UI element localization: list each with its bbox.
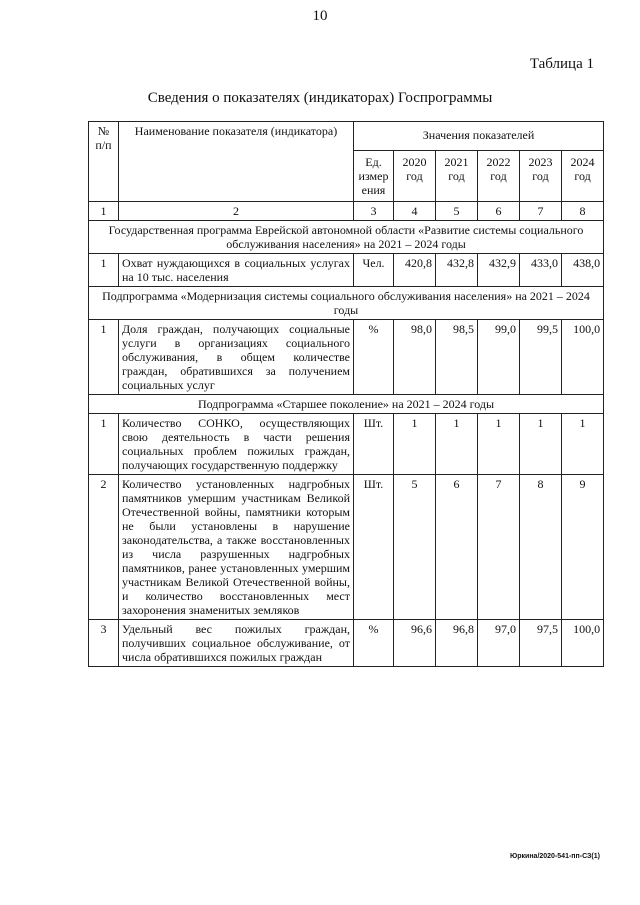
row-value: 432,9 xyxy=(478,254,520,287)
row-value: 1 xyxy=(436,414,478,475)
row-name: Количество установленных надгробных памятников умершим участникам Великой Отечественной войны, памятники которым не были установлены в нарушение законодательства, а также восстановленных из числа разрушенных надгробных памятников, ранее установленных умершим участникам Великой Отечественной войны, и количество восстановленных мест захоронения знаменитых земляков xyxy=(119,475,354,620)
column-number: 1 xyxy=(89,202,119,221)
column-number: 6 xyxy=(478,202,520,221)
row-name: Количество СОНКО, осуществляющих свою деятельность в части решения социальных проблем пожилых граждан, получающих государственную поддержку xyxy=(119,414,354,475)
table-label: Таблица 1 xyxy=(529,56,594,72)
column-number: 4 xyxy=(394,202,436,221)
row-num: 3 xyxy=(89,620,119,667)
row-value: 98,5 xyxy=(436,320,478,395)
header-year: 2023 год xyxy=(520,151,562,202)
row-value: 9 xyxy=(562,475,604,620)
document-footer-code: Юркина/2020-541-пп-СЗ(1) xyxy=(510,853,600,860)
row-value: 8 xyxy=(520,475,562,620)
row-num: 1 xyxy=(89,320,119,395)
row-value: 96,8 xyxy=(436,620,478,667)
section-title: Подпрограмма «Модернизация системы социального обслуживания населения» на 2021 – 2024 годы xyxy=(89,287,604,320)
row-value: 6 xyxy=(436,475,478,620)
table-row xyxy=(89,475,604,620)
row-value: 420,8 xyxy=(394,254,436,287)
table-row xyxy=(89,320,604,395)
section-title: Подпрограмма «Старшее поколение» на 2021 – 2024 годы xyxy=(89,395,604,414)
row-num: 2 xyxy=(89,475,119,620)
row-value: 98,0 xyxy=(394,320,436,395)
row-value: 97,5 xyxy=(520,620,562,667)
row-value: 433,0 xyxy=(520,254,562,287)
document-title: Сведения о показателях (индикаторах) Госпрограммы xyxy=(147,90,493,106)
header-values-group: Значения показателей xyxy=(354,122,604,151)
row-value: 99,0 xyxy=(478,320,520,395)
table-row xyxy=(89,620,604,667)
row-value: 1 xyxy=(562,414,604,475)
header-num: № п/п xyxy=(89,122,119,202)
page-number: 10 xyxy=(312,8,328,24)
header-year: 2024 год xyxy=(562,151,604,202)
column-numbers-row xyxy=(89,202,604,221)
row-value: 432,8 xyxy=(436,254,478,287)
row-value: 438,0 xyxy=(562,254,604,287)
header-unit: Ед. измер ения xyxy=(354,151,394,202)
row-unit: Шт. xyxy=(354,414,394,475)
row-value: 99,5 xyxy=(520,320,562,395)
row-value: 96,6 xyxy=(394,620,436,667)
row-unit: % xyxy=(354,620,394,667)
row-value: 100,0 xyxy=(562,320,604,395)
header-year: 2022 год xyxy=(478,151,520,202)
column-number: 2 xyxy=(119,202,354,221)
column-number: 3 xyxy=(354,202,394,221)
column-number: 7 xyxy=(520,202,562,221)
header-year: 2020 год xyxy=(394,151,436,202)
section-row xyxy=(89,287,604,320)
row-name: Доля граждан, получающих социальные услуги в организациях социального обслуживания, в общем количестве граждан, обратившихся за получением социальных услуг xyxy=(119,320,354,395)
row-num: 1 xyxy=(89,254,119,287)
section-title: Государственная программа Еврейской автономной области «Развитие системы социального обслуживания населения» на 2021 – 2024 годы xyxy=(89,221,604,254)
row-name: Удельный вес пожилых граждан, получивших социальное обслуживание, от числа обратившихся пожилых граждан xyxy=(119,620,354,667)
row-name: Охват нуждающихся в социальных услугах на 10 тыс. населения xyxy=(119,254,354,287)
row-unit: Чел. xyxy=(354,254,394,287)
column-number: 8 xyxy=(562,202,604,221)
row-value: 5 xyxy=(394,475,436,620)
table-row xyxy=(89,414,604,475)
header-name: Наименование показателя (индикатора) xyxy=(119,122,354,202)
section-row xyxy=(89,395,604,414)
row-value: 1 xyxy=(478,414,520,475)
column-number: 5 xyxy=(436,202,478,221)
row-num: 1 xyxy=(89,414,119,475)
row-value: 97,0 xyxy=(478,620,520,667)
row-unit: Шт. xyxy=(354,475,394,620)
row-value: 100,0 xyxy=(562,620,604,667)
row-value: 7 xyxy=(478,475,520,620)
row-unit: % xyxy=(354,320,394,395)
indicators-table xyxy=(88,121,604,667)
row-value: 1 xyxy=(520,414,562,475)
section-row xyxy=(89,221,604,254)
header-year: 2021 год xyxy=(436,151,478,202)
table-row xyxy=(89,254,604,287)
row-value: 1 xyxy=(394,414,436,475)
